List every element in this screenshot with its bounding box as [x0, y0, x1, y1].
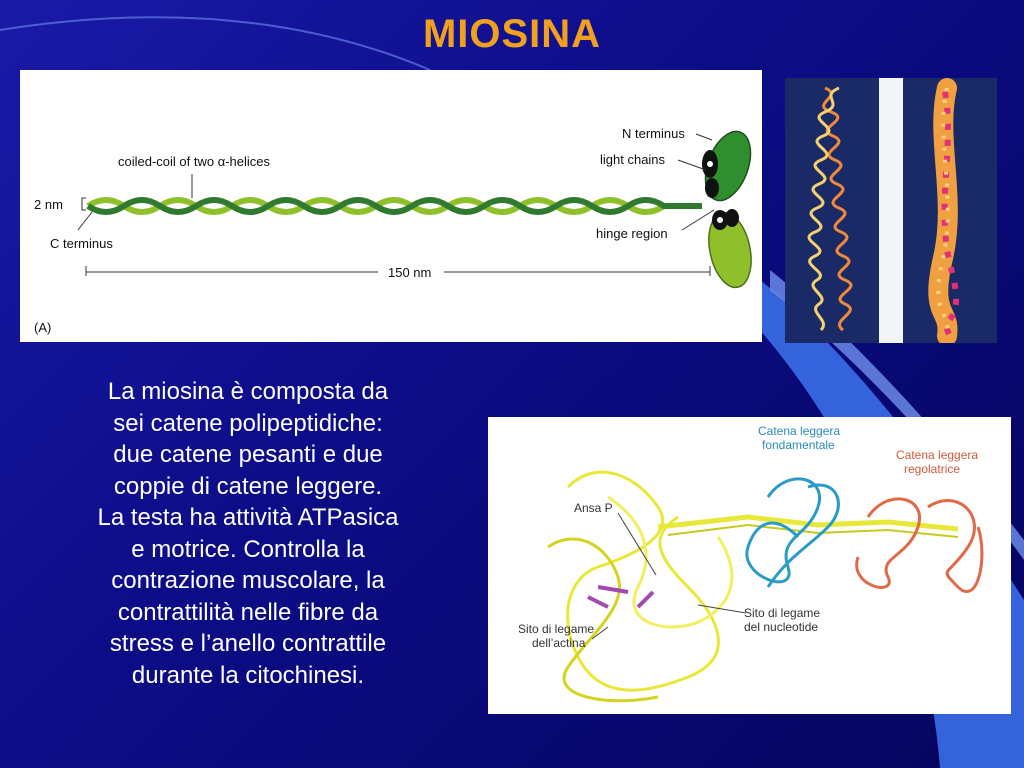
body-line: coppie di catene leggere.	[113, 472, 383, 500]
coiled-coil-label: coiled-coil of two α-helices	[118, 154, 271, 169]
length-label: 150 nm	[388, 265, 432, 280]
structure-leader-lines	[592, 513, 746, 639]
regulatory-chain-label-1: Catena leggera	[896, 448, 979, 462]
body-line: contrazione muscolare, la	[111, 567, 385, 594]
nucleotide-site-label-2: del nucleotide	[744, 620, 819, 634]
slide-body-text	[48, 376, 448, 691]
essential-chain-label-1: Catena leggera	[758, 424, 841, 438]
c-terminus-label: C terminus	[50, 236, 113, 251]
actin-site-label-1: Sito di legame	[518, 622, 595, 636]
body-line: contrattilità nelle fibre da	[117, 598, 379, 626]
regulatory-light-chain-ribbon	[857, 499, 982, 592]
hinge-region-label: hinge region	[596, 226, 668, 241]
body-line: La testa ha attività ATPasica	[97, 504, 399, 531]
light-chains-label: light chains	[600, 152, 666, 167]
body-line: La miosina è composta da	[107, 378, 389, 405]
body-line: e motrice. Controlla la	[131, 535, 365, 563]
coiled-coil-structure-figure	[785, 78, 997, 343]
ansa-p-label: Ansa P	[574, 501, 613, 515]
body-line: sei catene polipeptidiche:	[113, 409, 383, 437]
body-line: due catene pesanti e due	[113, 441, 383, 468]
myosin-heads	[697, 125, 759, 291]
panel-letter: (A)	[34, 320, 52, 335]
coiled-coil-tail	[88, 200, 702, 212]
body-line: stress e l’anello contrattile	[109, 630, 387, 657]
essential-chain-label-2: fondamentale	[762, 438, 835, 452]
myosin-schematic-svg	[20, 70, 762, 342]
actin-site-label-2: dell’actina	[532, 636, 586, 650]
protein-ribbon-svg	[488, 417, 1011, 714]
n-terminus-label: N terminus	[622, 126, 685, 141]
two-nm-label: 2 nm	[34, 197, 63, 212]
slide-title: MIOSINA	[422, 12, 602, 56]
myosin-head-structure-figure	[488, 417, 1011, 714]
nucleotide-site-label-1: Sito di legame	[744, 606, 821, 620]
myosin-schematic-figure	[20, 70, 762, 342]
body-line: durante la citochinesi.	[131, 661, 365, 689]
helix-images-svg	[785, 78, 997, 343]
regulatory-chain-label-2: regolatrice	[904, 462, 961, 476]
